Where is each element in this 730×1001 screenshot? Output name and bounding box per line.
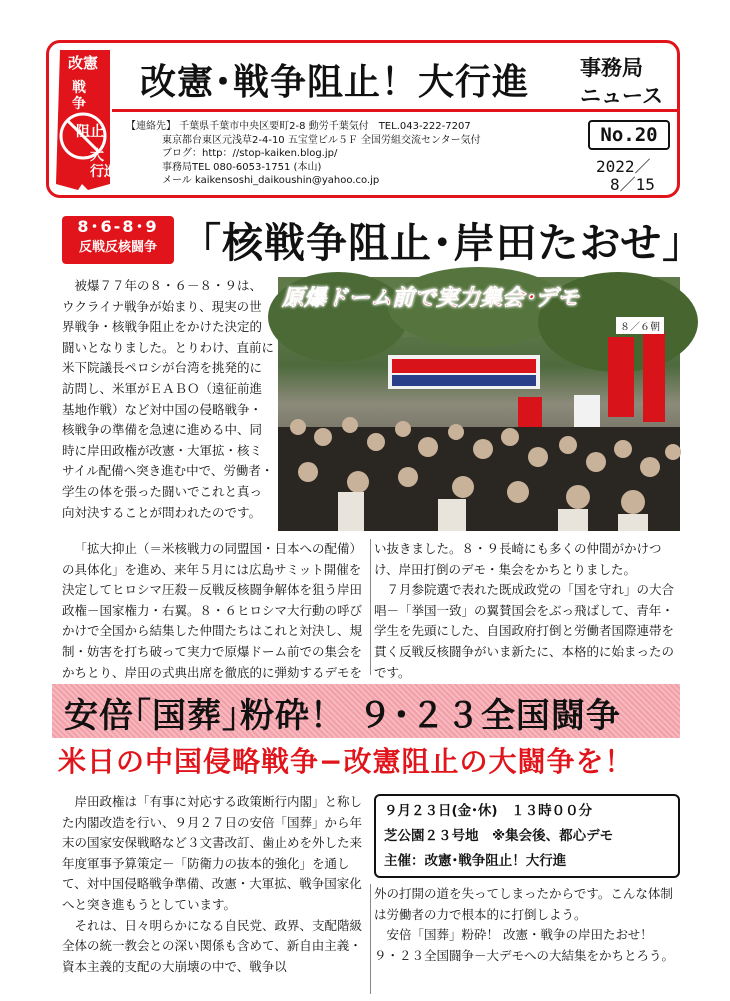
event-organizer: 主催：改憲･戦争阻止！大行進 <box>384 853 567 869</box>
event-datetime: ９月２３日(金･休) １３時００分 <box>384 803 593 819</box>
kicker-label: 反戦反核闘争 <box>78 240 157 255</box>
masthead-title: 改憲･戦争阻止！大行進 <box>140 62 530 103</box>
event-info-box <box>374 794 680 878</box>
contact-line: 東京都台東区元浅草2-4-10 五宝堂ビル５Ｆ 全国労組交流センター気付 <box>162 134 481 146</box>
paragraph: それは、日々明らかになる自民党、政界、支配階級全体の統一教会との深い関係も含めて、新自由主義・資本主義的支配の大崩壊の中で、戦争以 <box>62 917 363 974</box>
movement-logo <box>52 44 118 194</box>
paragraph: 外の打開の道を失ってしまったからです。こんな体制は労働者の力で根本的に打倒しよう。 <box>374 886 673 922</box>
article1-kicker <box>62 216 174 264</box>
issue-date-year: 2022／ <box>596 157 651 176</box>
column-divider <box>370 539 371 675</box>
masthead-news-label-1: 事務局 <box>580 56 643 80</box>
column-divider <box>370 884 371 994</box>
article1-headline: 「核戦争阻止･岸田たおせ」 <box>180 219 705 267</box>
article1-column2 <box>62 539 366 704</box>
rally-photo <box>278 277 680 531</box>
article2-column1 <box>62 792 366 977</box>
svg-text:大: 大 <box>90 148 104 164</box>
masthead-news-label-2: ニュース <box>580 84 663 108</box>
contact-line: メール kaikensoshi_daikoushin@yahoo.co.jp <box>162 175 380 186</box>
svg-text:改憲: 改憲 <box>67 54 99 72</box>
paragraph: 安倍「国葬」粉砕！ 改憲・戦争の岸田たおせ！ ９・２３全国闘争－大デモへの大結集をかちとろう。 <box>374 927 675 963</box>
contact-info <box>126 120 481 188</box>
article1-column3 <box>374 539 680 683</box>
photo-date: ８／６朝 <box>616 317 664 334</box>
paragraph: 「拡大抑止（＝米核戦力の同盟国・日本への配備）の具体化」を進め、来年５月には広島サミット開催を決定してヒロシマ圧殺－反戦反核闘争解体を狙う岸田政権－国家権力・右翼。８・６ヒロシマ大行動の呼びかけで全国から結集した仲間たちはこれと対決し、規制・妨害を打ち破って実力で原爆ドーム前での集会をかちとり、岸田の式典出席を徹底的に弾劾するデモを <box>62 541 363 680</box>
paragraph: 被爆７７年の８・６－８・９は、ウクライナ戦争が始まり、現実の世界戦争・核戦争阻止をかけた決定的闘いとなりました。とりわけ、直前に米下院議長ペロシが台湾を挑発的に訪問し、米軍がＥＡＢＯ（遠征前進基地作戦）など対中国の侵略戦争・核戦争の準備を急速に進める中、同時に岸田政権が改憲・大軍拡・核ミサイル配備へ突き進む中で、労働者・学生の体を張った闘いでこれと真っ向対決することが問われたのです。 <box>62 278 275 520</box>
photo-caption: 原爆ドーム前で実力集会･デモ <box>282 286 580 311</box>
event-location: 芝公園２３号地 ※集会後、都心デモ <box>384 828 614 844</box>
article2-column2 <box>374 884 680 966</box>
issue-date-day: 8／15 <box>610 175 655 194</box>
contact-line: 【連絡先】 千葉県千葉市中央区要町2-8 動労千葉気付 TEL.043-222-7207 <box>126 121 471 132</box>
svg-text:戦: 戦 <box>72 80 86 96</box>
contact-line: ブログ：http：//stop-kaiken.blog.jp/ <box>162 148 338 159</box>
svg-text:阻止: 阻止 <box>76 124 104 140</box>
issue-number: No.20 <box>588 120 670 150</box>
kicker-dates: 8･6-8･9 <box>77 217 159 236</box>
paragraph: い抜きました。８・９長崎にも多くの仲間がかけつけ、岸田打倒のデモ・集会をかちとりました。 <box>374 541 662 577</box>
paragraph: 岸田政権は「有事に対応する政策断行内閣」と称した内閣改造を行い、９月２７日の安倍「国葬」から年末の国家安保戦略など３文書改訂、歯止めを外した来年度軍事予算策定－「防衛力の抜本的強化」を通して、対中国侵略戦争準備、改憲・大軍拡、戦争国家化へと突き進もうとしています。 <box>62 794 363 912</box>
svg-text:争: 争 <box>72 96 86 112</box>
article2-headline: 安倍｢国葬｣粉砕！ ９･２３全国闘争 <box>64 696 621 736</box>
rally-photo-image <box>278 277 680 531</box>
article2-subheadline: 米日の中国侵略戦争−改憲阻止の大闘争を！ <box>58 745 634 778</box>
paragraph: ７月参院選で表れた既成政党の「国を守れ」の大合唱－「挙国一致」の翼賛国会をぶっ飛ばして、青年・学生を先頭にした、自国政府打倒と労働者国際連帯を貫く反戦反核闘争がいま新たに、本格的に始まったのです。 <box>374 582 675 680</box>
article1-column1 <box>62 276 274 523</box>
contact-line: 事務局TEL 080-6053-1751 (本山) <box>162 161 322 173</box>
svg-text:行進: 行進 <box>90 164 118 180</box>
